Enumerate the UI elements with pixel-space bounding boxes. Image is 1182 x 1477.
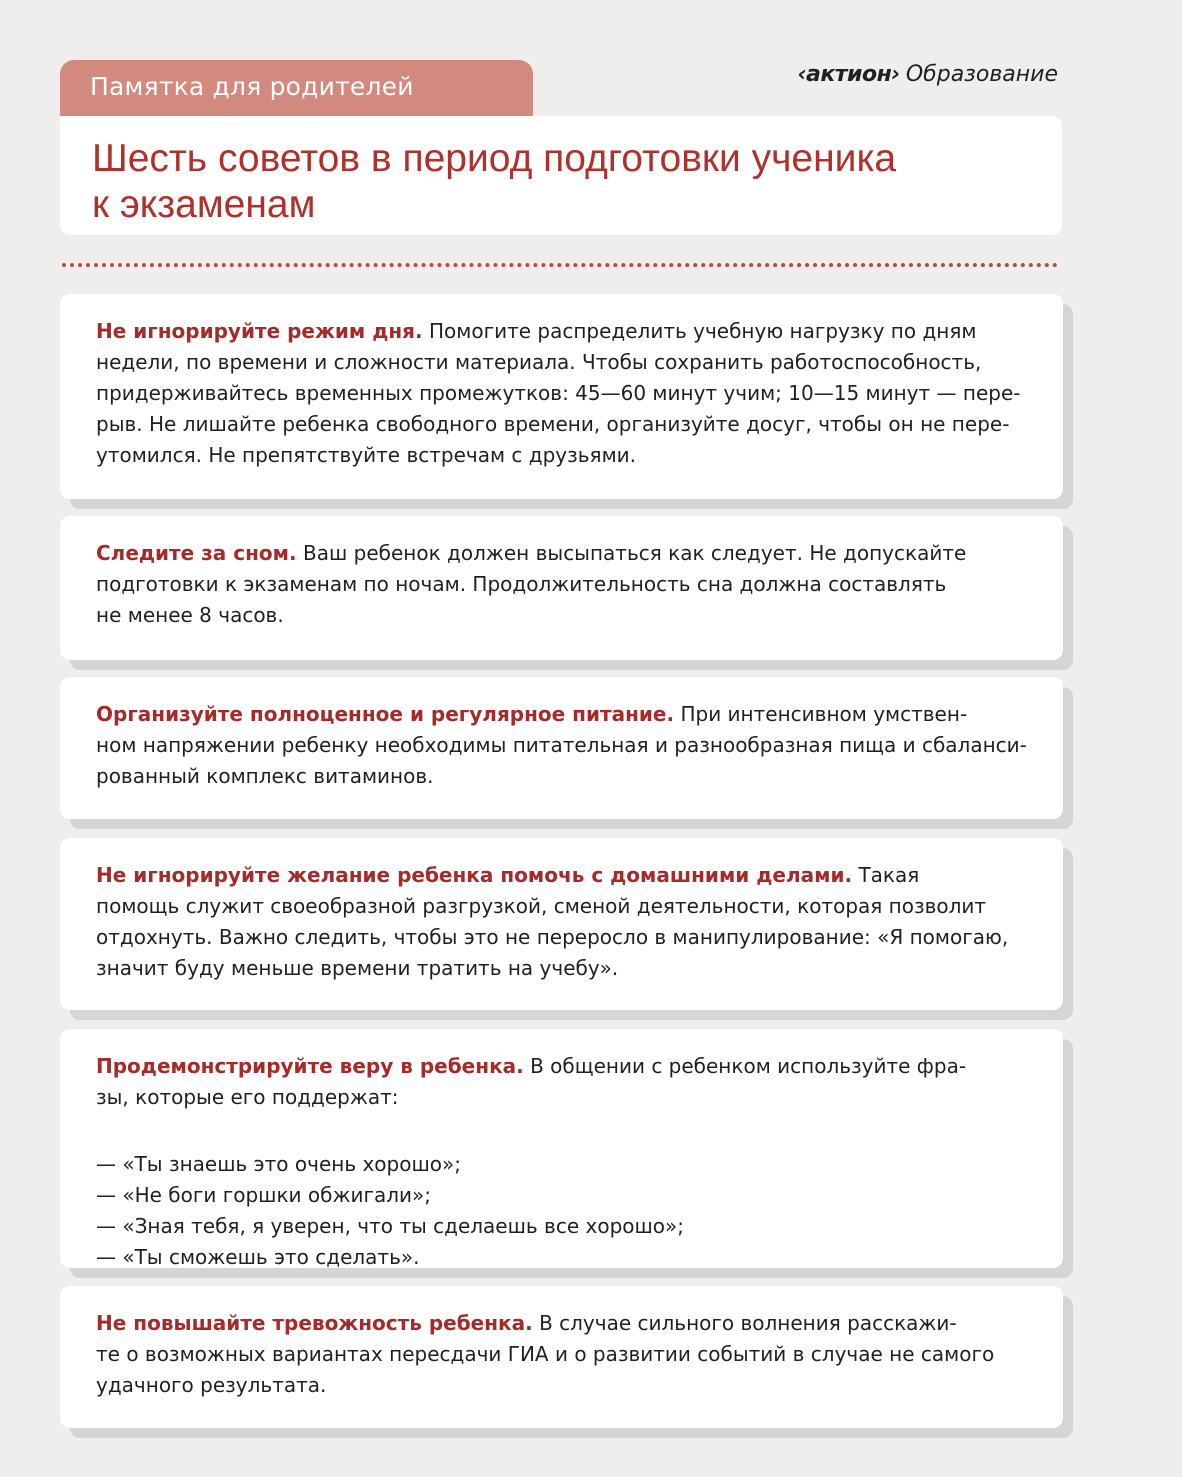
page-title [92,136,1042,228]
tip-card-body [60,1286,1063,1428]
tip-text [96,1308,1036,1401]
tip-line: недели, по времени и сложности материала. Чтобы сохранить работоспособность, [96,350,982,374]
tip-line: придерживайтесь временных промежутков: 45—60 минут учим; 10—15 минут — пере- [96,381,1021,405]
title-line-2: к экзаменам [92,183,316,226]
tip-heading: Не игнорируйте желание ребенка помочь с домашними делами. [96,863,853,887]
tip-text [96,538,1036,631]
tip-line: отдохнуть. Важно следить, чтобы это не переросло в манипулирование: «Я помогаю, [96,925,1009,949]
tip-text [96,316,1036,471]
tip-card-body [60,677,1063,819]
tip-card-body [60,838,1063,1010]
tip-heading: Следите за сном. [96,541,297,565]
title-line-1: Шесть советов в период подготовки ученика [92,137,897,180]
tip-card-5 [60,1029,1063,1268]
tip-heading: Продемонстрируйте веру в ребенка. [96,1054,524,1078]
tip-heading: Не повышайте тревожность ребенка. [96,1311,533,1335]
tip-heading: Организуйте полноценное и регулярное питание. [96,702,675,726]
tip-line: рованный комплекс витаминов. [96,764,434,788]
tip-card-4 [60,838,1063,1010]
tip-line: удачного результата. [96,1373,327,1397]
list-item: — «Зная тебя, я уверен, что ты сделаешь все хорошо»; [96,1214,685,1238]
tip-card-1 [60,294,1063,499]
tip-line: помощь служит своеобразной разгрузкой, сменой деятельности, которая позволит [96,894,987,918]
tip-line: подготовки к экзаменам по ночам. Продолжительность сна должна составлять [96,572,947,596]
memo-tag [60,60,533,116]
tip-card-body [60,294,1063,499]
tip-line: Помогите распределить учебную нагрузку по дням [428,319,977,343]
tip-line: те о возможных вариантах пересдачи ГИА и о развитии событий в случае не самого [96,1342,995,1366]
tip-text [96,1051,1036,1113]
tip-line: В случае сильного волнения расскажи- [539,1311,957,1335]
tip-line: не менее 8 часов. [96,603,284,627]
tip-line: рыв. Не лишайте ребенка свободного времени, организуйте досуг, чтобы он не пере- [96,412,1010,436]
tip-text [96,699,1036,792]
tip-card-body [60,1029,1063,1268]
tip-line: Такая [858,863,920,887]
support-phrases-list [96,1149,1036,1273]
tip-line: При интенсивном умствен- [680,702,968,726]
list-item: — «Ты знаешь это очень хорошо»; [96,1152,461,1176]
tip-card-body [60,516,1063,660]
list-item: — «Не боги горшки обжигали»; [96,1183,432,1207]
brand-mark: ‹актион› [797,62,900,87]
tip-line: В общении с ребенком используйте фра- [530,1054,967,1078]
title-panel [60,116,1062,235]
tip-card-3 [60,677,1063,819]
brand-logo [797,62,1058,87]
tip-line: утомился. Не препятствуйте встречам с друзьями. [96,443,637,467]
tip-line: ном напряжении ребенку необходимы питательная и разнообразная пища и сбаланси- [96,733,1027,757]
tip-line: Ваш ребенок должен высыпаться как следует. Не допускайте [302,541,967,565]
tip-card-6 [60,1286,1063,1428]
tip-line: значит буду меньше времени тратить на учебу». [96,956,619,980]
list-item: — «Ты сможешь это сделать». [96,1245,420,1269]
memo-tag-label: Памятка для родителей [90,72,414,101]
tip-line: зы, которые его поддержат: [96,1085,399,1109]
brand-subtitle: Образование [905,62,1058,87]
dotted-divider [62,263,1058,267]
tip-text [96,860,1036,984]
tip-heading: Не игнорируйте режим дня. [96,319,423,343]
tip-card-2 [60,516,1063,660]
